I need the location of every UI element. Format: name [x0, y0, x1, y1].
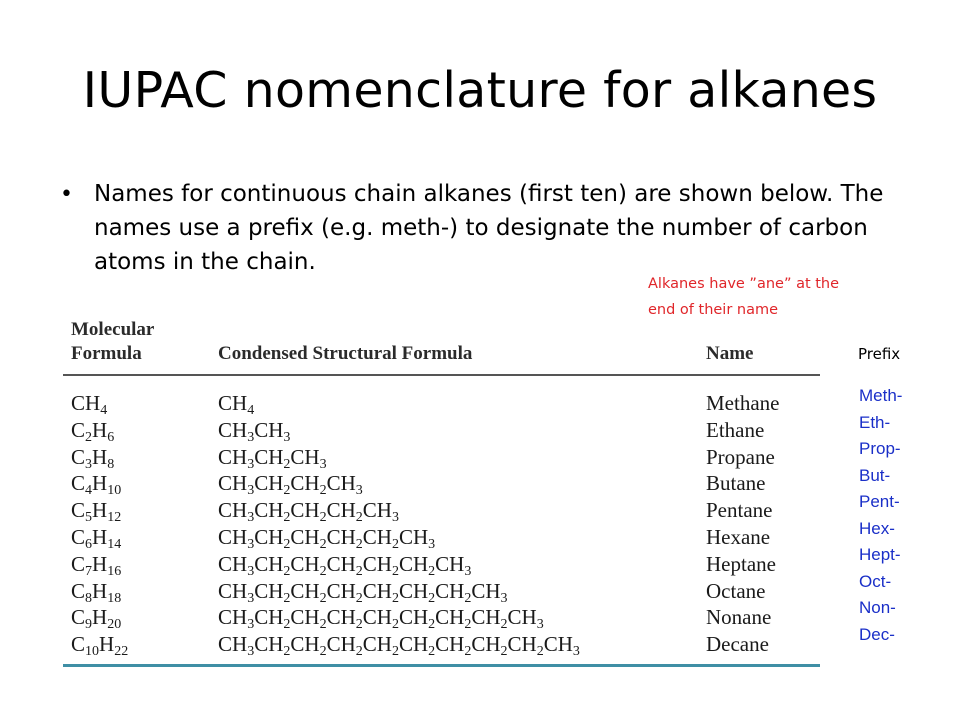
bullet-text: Names for continuous chain alkanes (first ten) are shown below. The names use a prefix (e.g. meth-) to designate the number of carbon atoms in the chain. — [94, 181, 884, 275]
header-name: Name — [706, 343, 754, 364]
prefix-item: Non- — [859, 598, 896, 617]
alkane-name: Decane — [706, 632, 769, 657]
prefix-item: Hex- — [859, 518, 895, 538]
prefix-item: Eth- — [859, 412, 891, 432]
table-body — [63, 390, 820, 658]
condensed-formula: $CH_3CH_2CH_2CH_2CH_2CH_2CH_2CH_2CH_2CH_3$ — [218, 632, 580, 660]
alkane-name: Methane — [706, 391, 780, 415]
prefix-item: Prop- — [859, 439, 901, 458]
alkane-name: Hexane — [706, 524, 771, 549]
alkane-name: Heptane — [706, 551, 776, 576]
table-row — [63, 578, 820, 605]
condensed-formula: $CH_3CH_2CH_2CH_3$ — [218, 471, 363, 499]
alkane-name: Butane — [706, 471, 766, 496]
molecular-formula: $C_8H_{18}$ — [71, 578, 122, 606]
table-bottom-rule — [63, 664, 820, 667]
molecular-formula: $C_{10}H_{22}$ — [71, 632, 129, 660]
condensed-formula: $CH_4$ — [218, 391, 255, 418]
alkane-name: Pentane — [706, 498, 773, 523]
prefix-list — [859, 383, 902, 648]
molecular-formula: $C_3H_8$ — [71, 444, 115, 472]
table-row — [63, 524, 820, 551]
prefix-label: Prefix — [858, 345, 901, 363]
header-molecular-formula-line: Molecular — [71, 319, 155, 340]
alkane-table — [63, 315, 820, 667]
condensed-formula: $CH_3CH_2CH_2CH_2CH_2CH_2CH_2CH_3$ — [218, 578, 508, 606]
prefix-item: Hept- — [859, 545, 901, 564]
ane-note: Alkanes have ”ane” at the end of their name — [648, 276, 840, 318]
table-row — [63, 470, 820, 497]
molecular-formula: $CH_4$ — [71, 391, 108, 418]
molecular-formula: $C_4H_{10}$ — [71, 471, 122, 499]
condensed-formula: $CH_3CH_2CH_2CH_2CH_2CH_2CH_2CH_2CH_3$ — [218, 605, 544, 633]
condensed-formula: $CH_3CH_2CH_3$ — [218, 444, 327, 472]
condensed-formula: $CH_3CH_2CH_2CH_2CH_2CH_3$ — [218, 524, 436, 552]
molecular-formula: $C_7H_{16}$ — [71, 551, 122, 579]
condensed-formula: $CH_3CH_3$ — [218, 417, 291, 445]
condensed-formula: $CH_3CH_2CH_2CH_2CH_2CH_2CH_3$ — [218, 551, 472, 579]
table-row — [63, 604, 820, 631]
table-row — [63, 390, 820, 417]
molecular-formula: $C_5H_{12}$ — [71, 498, 122, 526]
table-row — [63, 417, 820, 444]
alkane-name: Octane — [706, 578, 766, 603]
table-row — [63, 497, 820, 524]
table-row — [63, 551, 820, 578]
table-row — [63, 444, 820, 471]
prefix-item: Dec- — [859, 624, 895, 644]
header-condensed-formula: Condensed Structural Formula — [218, 343, 473, 364]
alkane-name: Nonane — [706, 605, 772, 630]
molecular-formula: $C_6H_{14}$ — [71, 524, 122, 552]
header-molecular-formula — [71, 318, 154, 366]
alkane-name: Propane — [706, 444, 775, 469]
table-top-rule — [63, 374, 820, 376]
slide-title: IUPAC nomenclature for alkanes — [82, 62, 878, 119]
prefix-item: Pent- — [859, 492, 900, 511]
alkane-name: Ethane — [706, 417, 765, 442]
condensed-formula: $CH_3CH_2CH_2CH_2CH_3$ — [218, 498, 399, 526]
prefix-item: Oct- — [859, 571, 892, 591]
bullet-icon: • — [60, 182, 73, 207]
header-molecular-formula-line: Formula — [71, 343, 142, 364]
table-row — [63, 631, 820, 658]
molecular-formula: $C_9H_{20}$ — [71, 605, 122, 633]
molecular-formula: $C_2H_6$ — [71, 417, 115, 445]
prefix-item: But- — [859, 465, 891, 485]
prefix-item: Meth- — [859, 386, 903, 405]
